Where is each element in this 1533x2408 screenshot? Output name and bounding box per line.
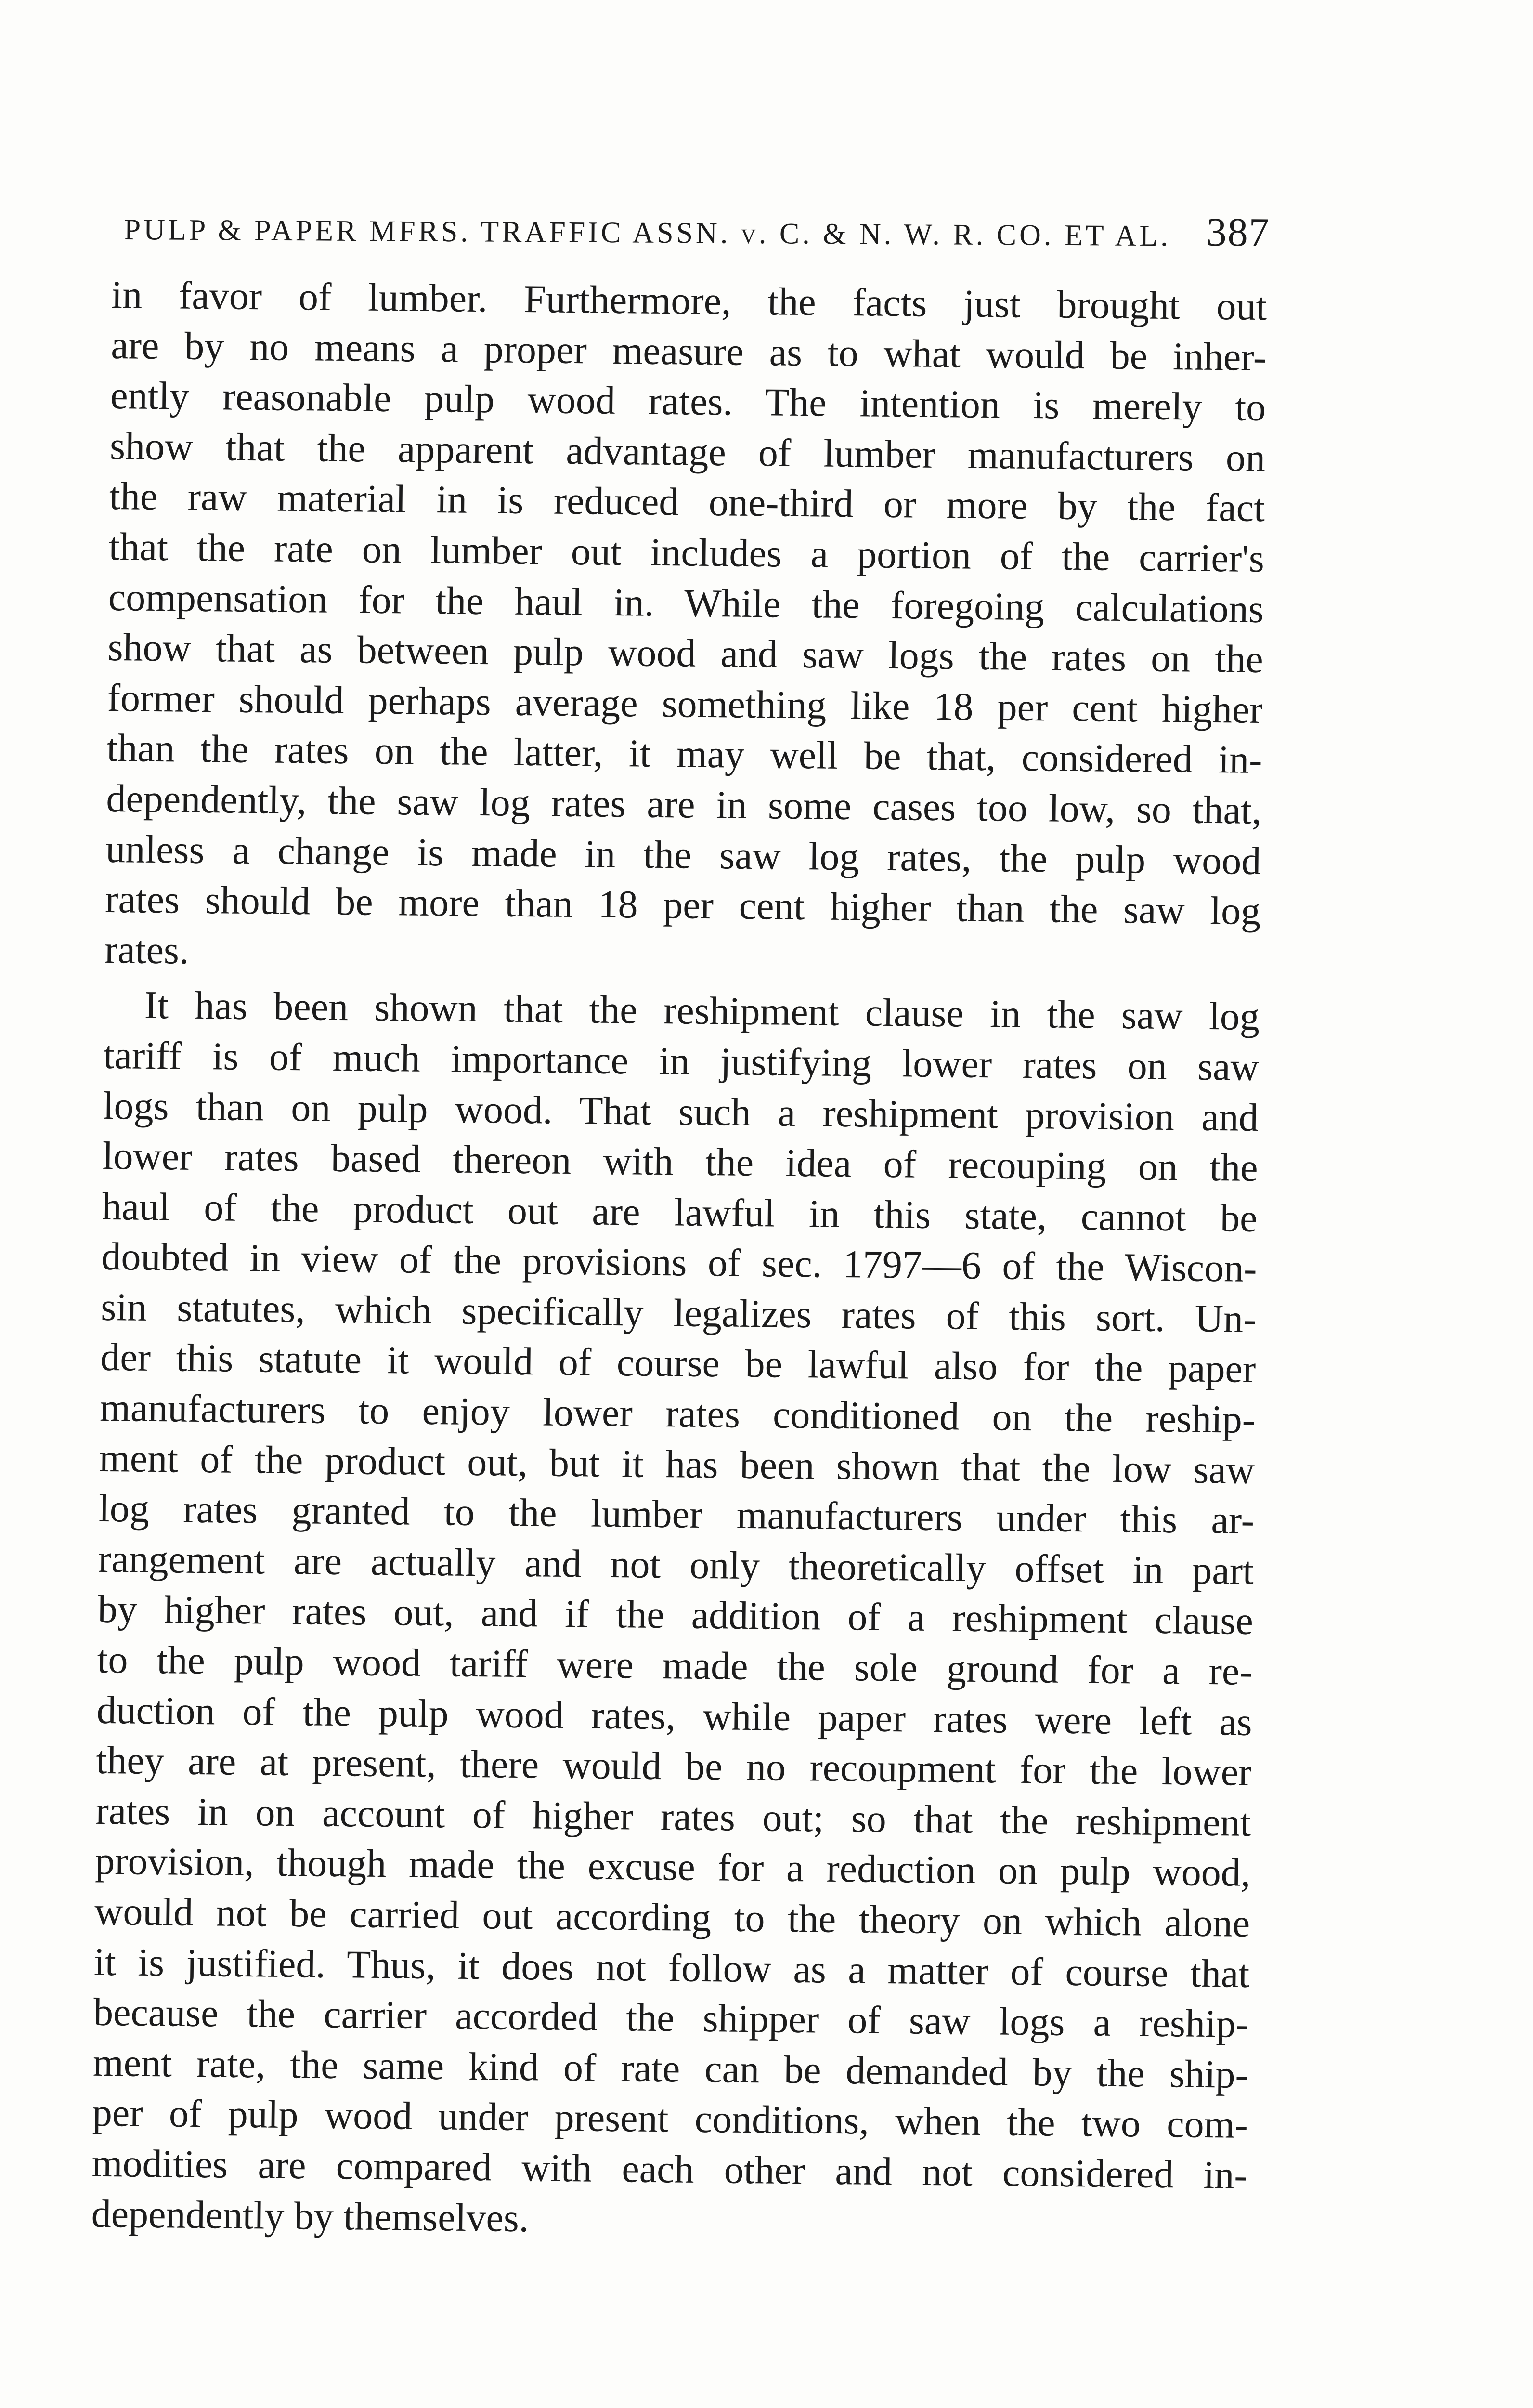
text-line: show that the apparent advantage of lumber manufacturers on <box>109 423 1266 480</box>
text-line: ently reasonable pulp wood rates. The intention is merely to <box>110 373 1266 430</box>
text-line: in favor of lumber. Furthermore, the facts just brought out <box>111 272 1267 329</box>
page-number: 387 <box>1206 209 1270 255</box>
paragraph-2 <box>91 980 1260 2251</box>
text-line: than the rates on the latter, it may well be that, considered in- <box>106 726 1262 782</box>
text-line: former should perhaps average something like 18 per cent higher <box>107 675 1263 732</box>
text-line: rates in on account of higher rates out; so that the reshipment <box>95 1788 1251 1845</box>
text-line: ment rate, the same kind of rate can be demanded by the ship- <box>92 2040 1249 2096</box>
text-line: provision, though made the excuse for a reduction on pulp wood, <box>94 1839 1251 1895</box>
text-line: sin statutes, which specifically legalizes rates of this sort. Un- <box>100 1284 1257 1341</box>
text-line: der this statute it would of course be lawful also for the paper <box>100 1335 1256 1391</box>
text-line: log rates granted to the lumber manufacturers under this ar- <box>98 1486 1255 1543</box>
body-text <box>91 270 1267 2251</box>
text-line: that the rate on lumber out includes a portion of the carrier's <box>108 524 1265 581</box>
text-line: by higher rates out, and if the addition of a reshipment clause <box>97 1587 1254 1643</box>
text-line: haul of the product out are lawful in this state, cannot be <box>102 1184 1258 1240</box>
text-line: doubted in view of the provisions of sec. 1797—6 of the Wiscon- <box>101 1234 1257 1291</box>
text-line: show that as between pulp wood and saw logs the rates on the <box>107 625 1264 681</box>
text-line: rates should be more than 18 per cent higher than the saw log <box>104 877 1261 933</box>
text-line: modities are compared with each other and not considered in- <box>91 2141 1248 2197</box>
text-line: because the carrier accorded the shipper of saw logs a reship- <box>93 1989 1249 2046</box>
running-title: PULP & PAPER MFRS. TRAFFIC ASSN. v. C. & N. W. R. CO. ET AL. <box>124 213 1171 253</box>
text-line: to the pulp wood tariff were made the sole ground for a re- <box>97 1637 1253 1694</box>
text-line: ment of the product out, but it has been shown that the low saw <box>99 1436 1255 1492</box>
text-line: are by no means a proper measure as to what would be inher- <box>110 323 1267 379</box>
text-line: the raw material in is reduced one-third or more by the fact <box>109 474 1265 530</box>
text-line: per of pulp wood under present conditions, when the two com- <box>92 2091 1248 2147</box>
text-line: rangement are actually and not only theoretically offset in part <box>98 1536 1254 1593</box>
running-header <box>124 202 1270 262</box>
text-line: rates. <box>104 927 189 972</box>
text-line: it is justified. Thus, it does not follow as a matter of course that <box>93 1939 1250 1996</box>
paragraph-1 <box>104 270 1267 987</box>
text-line: dependently by themselves. <box>91 2191 529 2240</box>
text-line: tariff is of much importance in justifying lower rates on saw <box>103 1033 1260 1089</box>
text-line: they are at present, there would be no recoupment for the lower <box>96 1738 1252 1794</box>
text-line: duction of the pulp wood rates, while paper rates were left as <box>96 1688 1253 1744</box>
text-line: logs than on pulp wood. That such a reshipment provision and <box>103 1083 1259 1139</box>
text-line: compensation for the haul in. While the foregoing calculations <box>108 575 1264 631</box>
text-line: lower rates based thereon with the idea of recouping on the <box>102 1133 1259 1190</box>
text-line: unless a change is made in the saw log rates, the pulp wood <box>105 826 1261 883</box>
text-line: manufacturers to enjoy lower rates conditioned on the reship- <box>99 1385 1256 1442</box>
text-line: It has been shown that the reshipment clause in the saw log <box>144 983 1260 1039</box>
text-line: dependently, the saw log rates are in some cases too low, so that, <box>106 776 1262 833</box>
text-line: would not be carried out according to the theory on which alone <box>94 1889 1250 1945</box>
